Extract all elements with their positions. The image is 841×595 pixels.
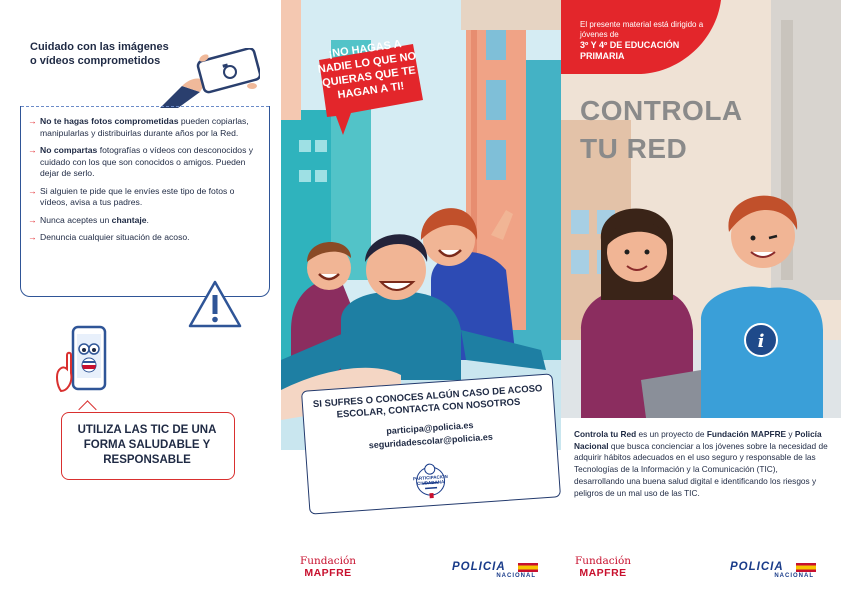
middle-panel bbox=[281, 0, 561, 595]
desc-bold: Fundación MAPFRE bbox=[706, 429, 787, 439]
intro-grade: 3º Y 4º DE EDUCACIÓN PRIMARIA bbox=[580, 40, 680, 61]
tip-item bbox=[28, 186, 256, 209]
title-prefix: Cuidado con las bbox=[30, 41, 119, 53]
phone-emoji-icon bbox=[55, 325, 110, 395]
tip-text: fotografías o vídeos con desconocidos y cuidado con los que son conocidos o amigos. Pueden dejar de serlo. bbox=[40, 145, 254, 178]
badge-label: PARTICIPACIÓN CIUDADANA bbox=[412, 473, 448, 487]
title-line-2: TU RED bbox=[580, 133, 688, 164]
contact-question: SI SUFRES O CONOCES ALGÚN CASO DE ACOSO ESCOLAR, CONTACTA CON NOSOTROS bbox=[312, 383, 543, 421]
desc-text: y bbox=[786, 429, 795, 439]
tip-bold: No compartas bbox=[40, 145, 98, 155]
arrow-icon: → bbox=[28, 232, 37, 242]
tip-text: pueden copiarlas, manipularlas y distribuirlas durante años por la Red. bbox=[40, 116, 249, 138]
title-bold: imágenes bbox=[118, 41, 169, 53]
desc-text: es un proyecto de bbox=[636, 429, 707, 439]
logo-fundacion: Fundación bbox=[574, 555, 632, 567]
cover-illustration bbox=[561, 0, 841, 418]
tip-bold: No te hagas fotos comprometidas bbox=[40, 116, 179, 126]
desc-text: que busca concienciar a los jóvenes sobre la necesidad de adquirir hábitos adecuados en el uso seguro y responsable de las Tecnologías de la Información y la Comunicación (TIC), desarrollando una buena salud digital e identificando los riesgos y peligros de un mal uso de las TIC. bbox=[574, 440, 828, 498]
arrow-icon: → bbox=[28, 185, 37, 196]
intro-text: El presente material está dirigido a jóvenes de bbox=[580, 20, 704, 39]
contact-card bbox=[301, 373, 561, 514]
logo-nacional: NACIONAL bbox=[496, 573, 536, 579]
phone-camera-icon bbox=[160, 48, 260, 108]
target-audience bbox=[580, 20, 720, 62]
tip-text: . bbox=[146, 214, 149, 225]
fundacion-mapfre-logo bbox=[298, 556, 358, 579]
section-title bbox=[30, 40, 180, 68]
logo-mapfre: MAPFRE bbox=[579, 567, 627, 579]
tip-text: Denuncia cualquier situación de acoso. bbox=[40, 232, 190, 242]
title-suffix: o vídeos comprometidos bbox=[30, 55, 161, 67]
logo-mapfre: MAPFRE bbox=[304, 567, 352, 579]
project-description bbox=[574, 429, 830, 499]
speech-bubble-text: ¡NO HAGAS A NADIE LO QUE NO QUIERAS QUE TE HAGAN A TI! bbox=[317, 38, 417, 102]
warning-icon bbox=[187, 279, 243, 329]
desc-bold: Policía Nacional bbox=[574, 429, 822, 451]
tips-list bbox=[28, 116, 256, 250]
spain-flag-icon bbox=[796, 563, 816, 572]
left-panel bbox=[0, 0, 281, 595]
logo-nacional: NACIONAL bbox=[774, 573, 814, 579]
tic-message-text: UTILIZA LAS TIC DE UNA FORMA SALUDABLE Y RESPONSABLE bbox=[77, 424, 217, 466]
email-participa[interactable]: participa@policia.es bbox=[385, 420, 474, 437]
logo-policia: POLICIA bbox=[452, 561, 506, 573]
spain-flag-icon bbox=[518, 563, 538, 572]
arrow-icon: → bbox=[28, 116, 37, 126]
tip-bold: chantaje bbox=[111, 214, 147, 225]
info-icon: i bbox=[757, 331, 765, 352]
tip-item bbox=[28, 116, 256, 139]
logo-policia: POLICIA bbox=[730, 561, 784, 573]
desc-bold: Controla tu Red bbox=[574, 429, 637, 439]
fundacion-mapfre-logo bbox=[573, 556, 633, 579]
arrow-icon: → bbox=[28, 145, 37, 155]
right-panel bbox=[561, 0, 841, 595]
policia-nacional-logo bbox=[452, 561, 536, 583]
tip-item bbox=[28, 145, 256, 180]
tip-text: Nunca aceptes un bbox=[40, 214, 112, 225]
policia-nacional-logo bbox=[730, 561, 814, 583]
email-seguridad-escolar[interactable]: seguridadescolar@policia.es bbox=[368, 431, 494, 451]
logo-fundacion: Fundación bbox=[299, 555, 357, 567]
tip-text: Si alguien te pide que le envíes este tipo de fotos o vídeos, avisa a tus padres. bbox=[40, 185, 235, 207]
arrow-icon: → bbox=[28, 214, 37, 225]
title-line-1: CONTROLA bbox=[580, 95, 743, 126]
tip-item bbox=[28, 232, 256, 244]
cover-title bbox=[580, 92, 743, 168]
tip-item bbox=[28, 215, 256, 227]
